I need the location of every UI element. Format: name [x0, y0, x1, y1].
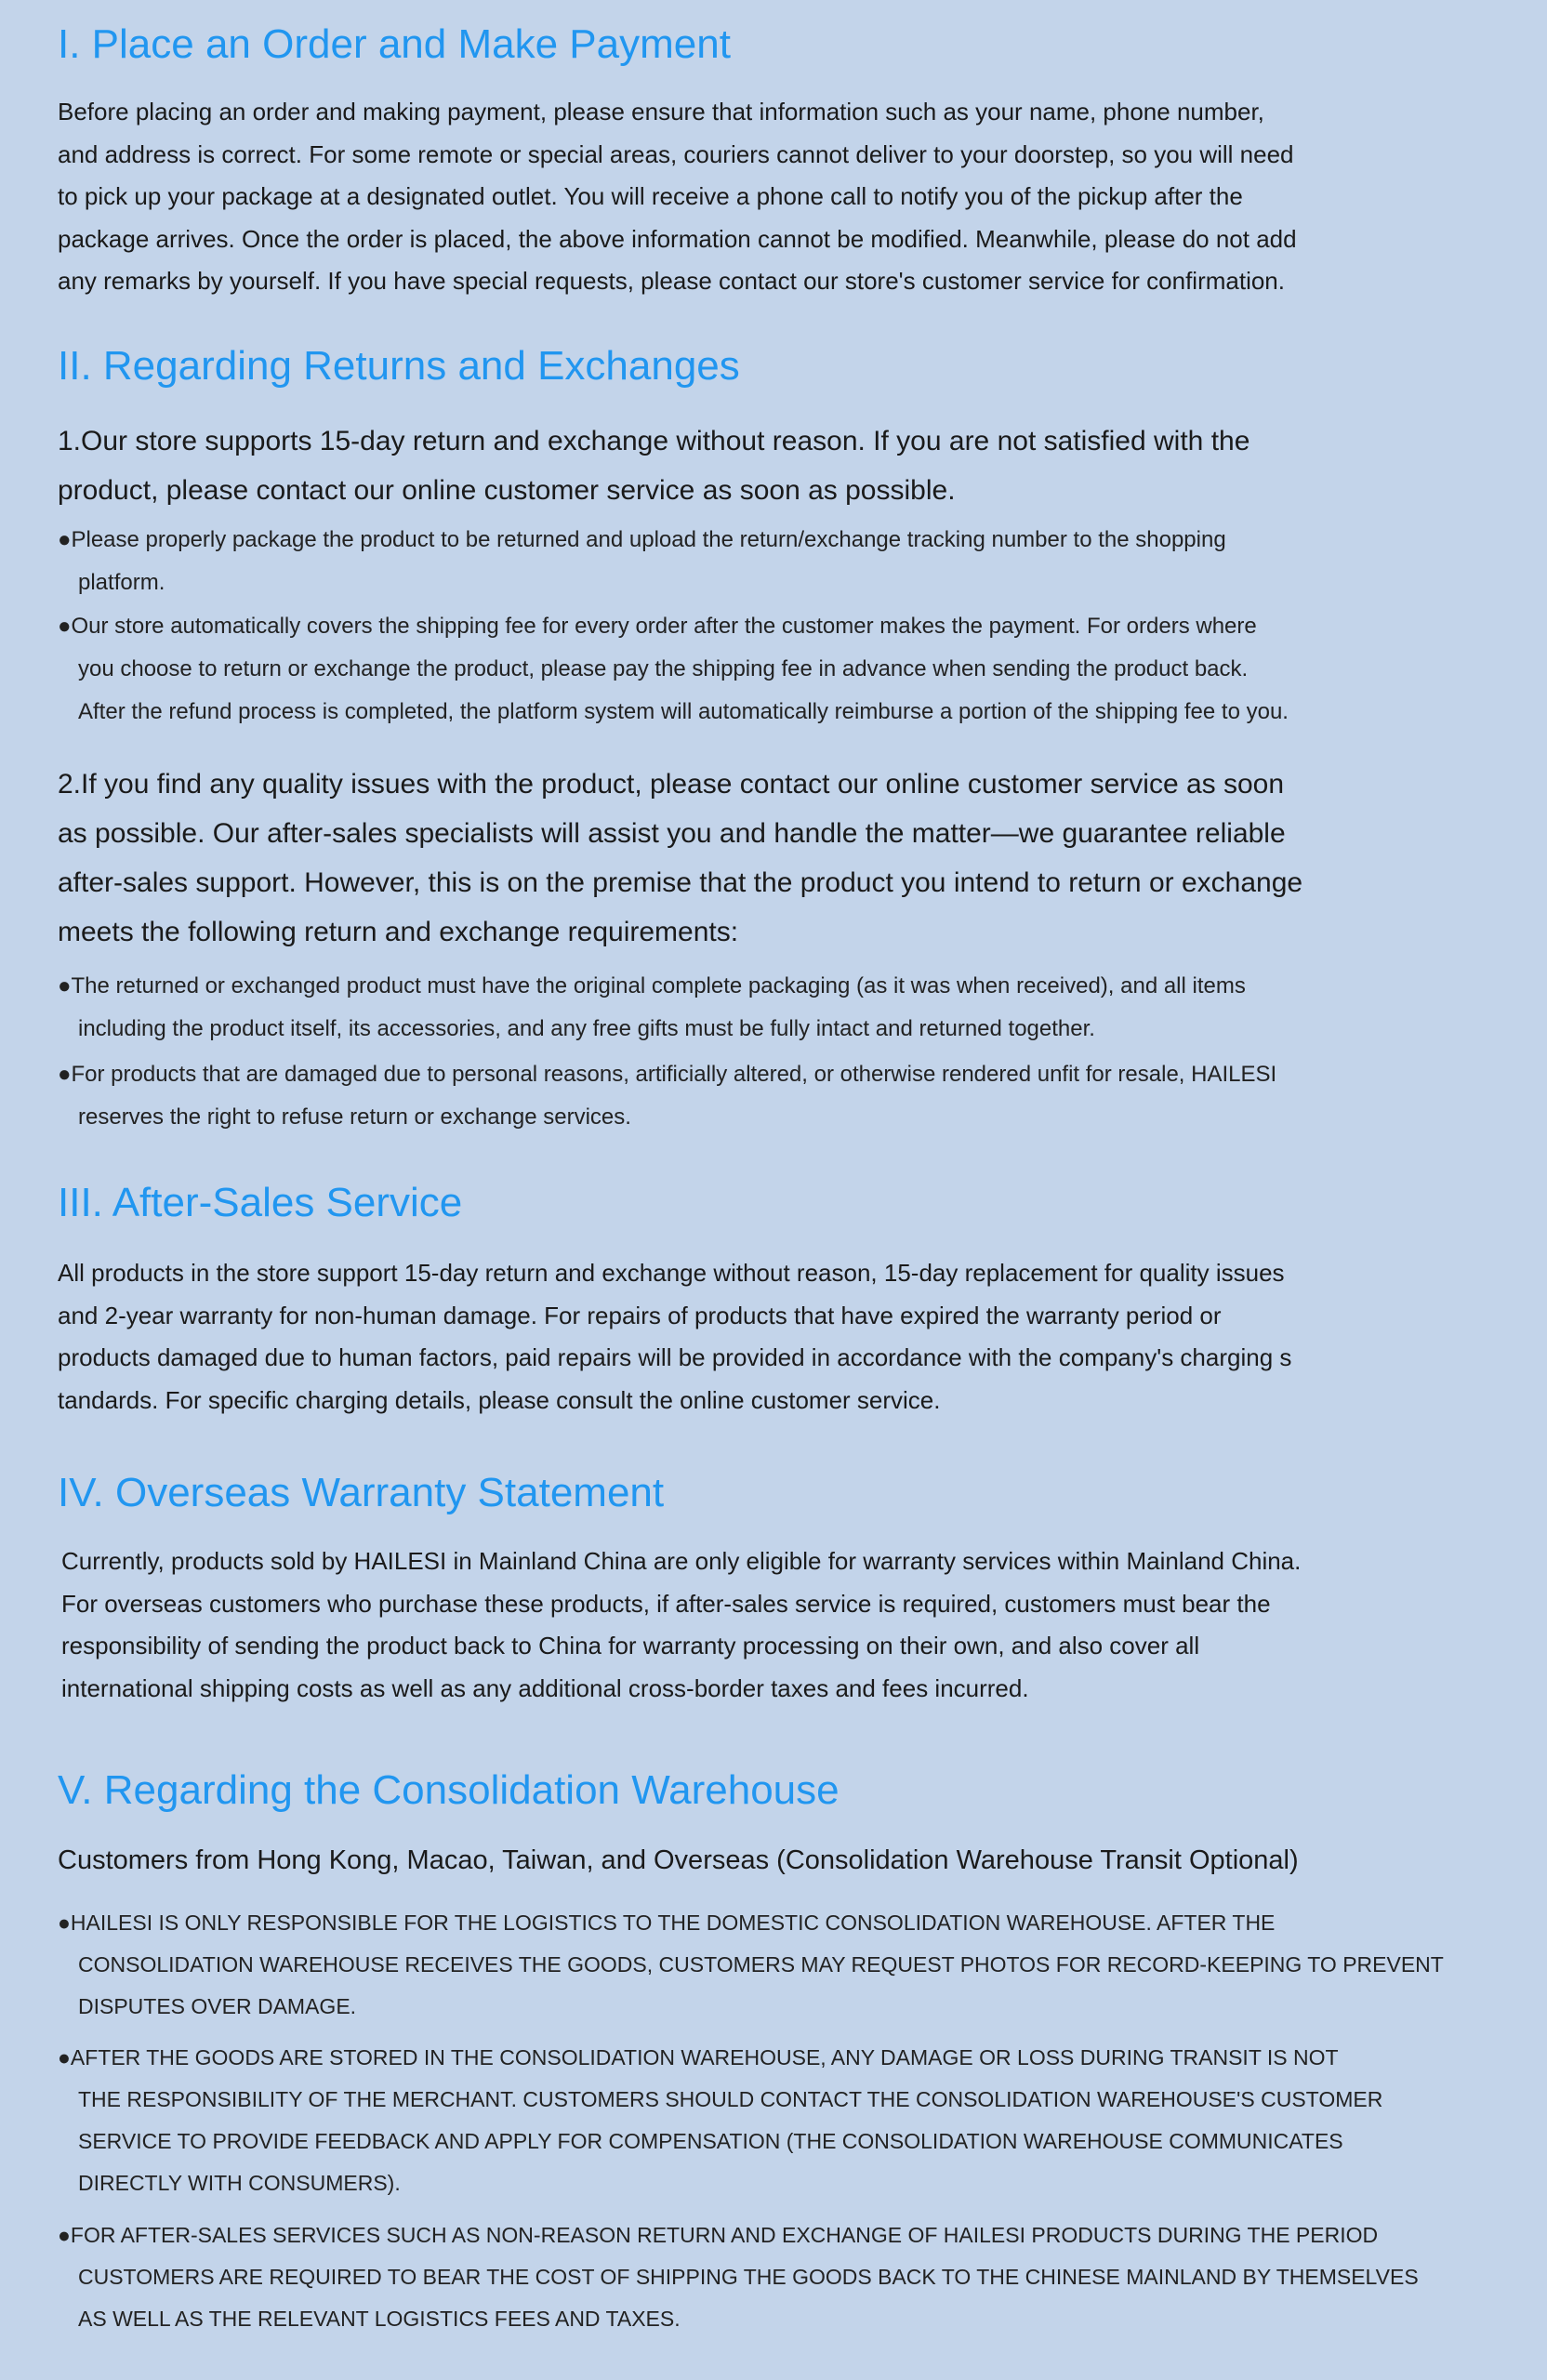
text-line: CUSTOMERS ARE REQUIRED TO BEAR THE COST OF SHIPPING THE GOODS BACK TO THE CHINESE MAINLAND BY THEMSELVES: [78, 2265, 1419, 2289]
text-line: ●The returned or exchanged product must have the original complete packaging (as it was when received), and all items: [58, 973, 1246, 998]
text-line: Customers from Hong Kong, Macao, Taiwan, and Overseas (Consolidation Warehouse Transit Optional): [58, 1845, 1299, 1875]
text-line: ●Please properly package the product to be returned and upload the return/exchange tracking number to the shopping: [58, 527, 1226, 552]
text-line: products damaged due to human factors, paid repairs will be provided in accordance with the company's charging s: [58, 1343, 1292, 1371]
text-line: and 2-year warranty for non-human damage. For repairs of products that have expired the warranty period or: [58, 1301, 1222, 1329]
bullet-item: [58, 519, 1226, 604]
text-line: ●HAILESI IS ONLY RESPONSIBLE FOR THE LOGISTICS TO THE DOMESTIC CONSOLIDATION WAREHOUSE. AFTER THE: [58, 1911, 1276, 1935]
text-line: after-sales support. However, this is on the premise that the product you intend to return or exchange: [58, 867, 1303, 898]
bullet-item: [58, 1053, 1276, 1139]
text-line: ●AFTER THE GOODS ARE STORED IN THE CONSOLIDATION WAREHOUSE, ANY DAMAGE OR LOSS DURING TRANSIT IS NOT: [58, 2045, 1339, 2069]
section-heading: II. Regarding Returns and Exchanges: [58, 343, 740, 389]
text-line: responsibility of sending the product back to China for warranty processing on their own, and also cover all: [61, 1632, 1200, 1659]
bullet-item: [58, 2037, 1382, 2204]
text-line: ●FOR AFTER-SALES SERVICES SUCH AS NON-REASON RETURN AND EXCHANGE OF HAILESI PRODUCTS DURING THE PERIOD: [58, 2223, 1379, 2247]
bullet-item: [58, 1902, 1444, 2028]
text-line: CONSOLIDATION WAREHOUSE RECEIVES THE GOODS, CUSTOMERS MAY REQUEST PHOTOS FOR RECORD-KEEPING TO PREVENT: [78, 1952, 1444, 1977]
section-heading: IV. Overseas Warranty Statement: [58, 1470, 665, 1515]
bullet-item: [58, 605, 1289, 734]
text-line: All products in the store support 15-day return and exchange without reason, 15-day replacement for quality issues: [58, 1259, 1285, 1287]
text-line: including the product itself, its accessories, and any free gifts must be fully intact and returned together.: [78, 1016, 1095, 1041]
text-line: to pick up your package at a designated outlet. You will receive a phone call to notify you of the pickup after the: [58, 182, 1243, 210]
bullet-item: [58, 2215, 1419, 2340]
text-line: and address is correct. For some remote or special areas, couriers cannot deliver to your doorstep, so you will need: [58, 139, 1294, 168]
section-heading: I. Place an Order and Make Payment: [58, 21, 731, 67]
section-heading: V. Regarding the Consolidation Warehouse: [58, 1767, 840, 1813]
text-line: package arrives. Once the order is placed, the above information cannot be modified. Meanwhile, please do not add: [58, 224, 1297, 253]
after-sales-paragraph: [58, 1252, 1291, 1421]
text-line: product, please contact our online customer service as soon as possible.: [58, 475, 956, 506]
order-payment-paragraph: [58, 91, 1297, 303]
text-line: international shipping costs as well as any additional cross-border taxes and fees incurred.: [61, 1673, 1029, 1702]
text-line: For overseas customers who purchase these products, if after-sales service is required, customers must bear the: [61, 1589, 1271, 1618]
return-policy-item: [58, 416, 1250, 515]
text-line: 1.Our store supports 15-day return and exchange without reason. If you are not satisfied with the: [58, 426, 1250, 456]
text-line: tandards. For specific charging details, please consult the online customer service.: [58, 1385, 941, 1414]
text-line: meets the following return and exchange requirements:: [58, 917, 739, 947]
text-line: DIRECTLY WITH CONSUMERS).: [78, 2171, 401, 2195]
text-line: Currently, products sold by HAILESI in Mainland China are only eligible for warranty services within Mainland China.: [61, 1547, 1302, 1575]
subheading: [58, 1836, 1299, 1885]
warranty-paragraph: [61, 1540, 1301, 1710]
text-line: THE RESPONSIBILITY OF THE MERCHANT. CUSTOMERS SHOULD CONTACT THE CONSOLIDATION WAREHOUSE'S CUSTOMER: [78, 2087, 1383, 2111]
text-line: After the refund process is completed, the platform system will automatically reimburse a portion of the shipping fee to you.: [78, 699, 1289, 724]
text-line: you choose to return or exchange the product, please pay the shipping fee in advance when sending the product back.: [78, 656, 1249, 681]
section-heading: III. After-Sales Service: [58, 1180, 463, 1225]
text-line: Before placing an order and making payment, please ensure that information such as your name, phone number,: [58, 98, 1264, 126]
text-line: SERVICE TO PROVIDE FEEDBACK AND APPLY FOR COMPENSATION (THE CONSOLIDATION WAREHOUSE COMMUNICATES: [78, 2129, 1343, 2153]
text-line: as possible. Our after-sales specialists will assist you and handle the matter—we guarantee reliable: [58, 818, 1286, 849]
text-line: reserves the right to refuse return or exchange services.: [78, 1104, 631, 1130]
quality-issue-item: [58, 760, 1302, 957]
text-line: platform.: [78, 570, 165, 595]
text-line: AS WELL AS THE RELEVANT LOGISTICS FEES AND TAXES.: [78, 2307, 681, 2331]
bullet-item: [58, 965, 1246, 1051]
text-line: DISPUTES OVER DAMAGE.: [78, 1994, 357, 2018]
text-line: 2.If you find any quality issues with the product, please contact our online customer service as soon: [58, 769, 1285, 800]
text-line: any remarks by yourself. If you have special requests, please contact our store's customer service for confirmation.: [58, 267, 1285, 295]
text-line: ●For products that are damaged due to personal reasons, artificially altered, or otherwise rendered unfit for resale, HAILESI: [58, 1062, 1277, 1087]
text-line: ●Our store automatically covers the shipping fee for every order after the customer makes the payment. For orders where: [58, 614, 1257, 639]
